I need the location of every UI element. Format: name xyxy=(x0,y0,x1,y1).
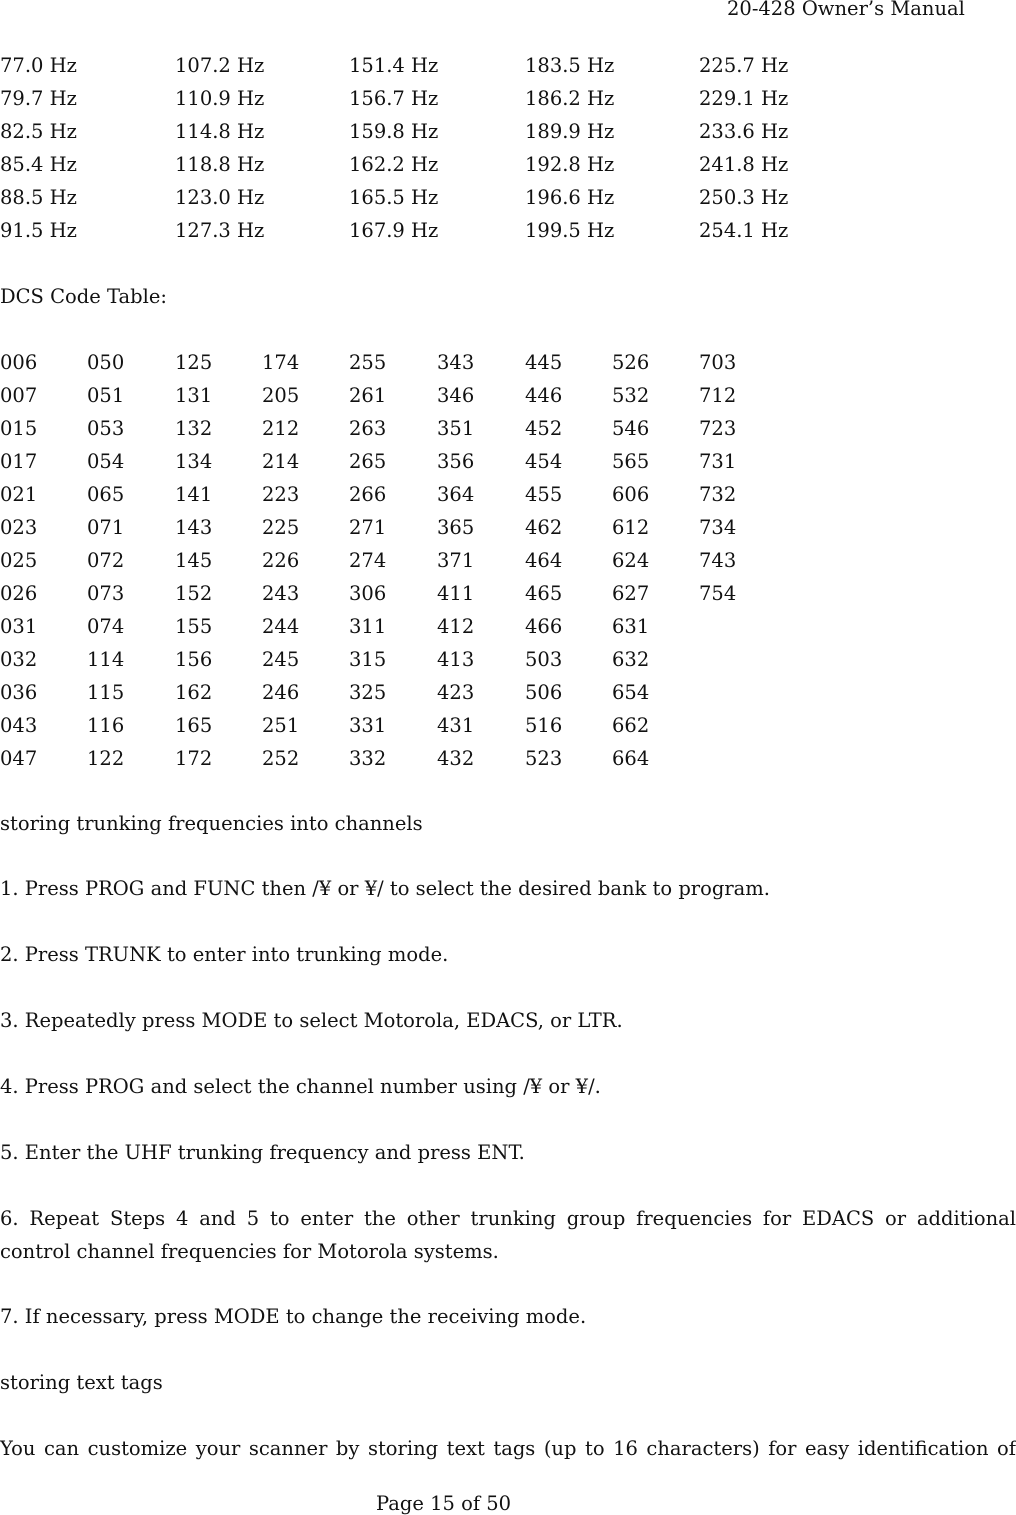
dcs-code-cell: 627 xyxy=(612,582,650,605)
dcs-code-cell: 007 xyxy=(0,384,38,407)
ctcss-tone-cell: 156.7 Hz xyxy=(349,87,439,110)
page-header: 20-428 Owner’s Manual xyxy=(727,0,965,20)
page-footer: Page 15 of 50 xyxy=(376,1492,512,1515)
ctcss-tone-cell: 165.5 Hz xyxy=(349,186,439,209)
dcs-code-cell: 143 xyxy=(175,516,213,539)
text-tags-intro: You can customize your scanner by storing text tags (up to 16 characters) for easy identification of xyxy=(0,1437,1016,1460)
dcs-code-cell: 065 xyxy=(87,483,125,506)
dcs-code-cell: 526 xyxy=(612,351,650,374)
dcs-code-cell: 546 xyxy=(612,417,650,440)
ctcss-tone-cell: 123.0 Hz xyxy=(175,186,265,209)
dcs-code-cell: 023 xyxy=(0,516,38,539)
dcs-code-cell: 506 xyxy=(525,681,563,704)
dcs-code-cell: 306 xyxy=(349,582,387,605)
dcs-code-cell: 122 xyxy=(87,747,125,770)
dcs-code-cell: 346 xyxy=(437,384,475,407)
dcs-code-cell: 632 xyxy=(612,648,650,671)
dcs-code-cell: 466 xyxy=(525,615,563,638)
dcs-code-cell: 214 xyxy=(262,450,300,473)
ctcss-tone-cell: 107.2 Hz xyxy=(175,54,265,77)
ctcss-tone-cell: 79.7 Hz xyxy=(0,87,77,110)
dcs-code-cell: 734 xyxy=(699,516,737,539)
dcs-code-cell: 252 xyxy=(262,747,300,770)
dcs-code-cell: 255 xyxy=(349,351,387,374)
dcs-code-cell: 036 xyxy=(0,681,38,704)
dcs-code-cell: 263 xyxy=(349,417,387,440)
ctcss-tone-cell: 233.6 Hz xyxy=(699,120,789,143)
ctcss-tone-cell: 199.5 Hz xyxy=(525,219,615,242)
dcs-code-cell: 017 xyxy=(0,450,38,473)
dcs-code-cell: 251 xyxy=(262,714,300,737)
ctcss-tone-cell: 192.8 Hz xyxy=(525,153,615,176)
dcs-code-cell: 172 xyxy=(175,747,213,770)
dcs-code-cell: 243 xyxy=(262,582,300,605)
step-1: 1. Press PROG and FUNC then /¥ or ¥/ to select the desired bank to program. xyxy=(0,877,770,900)
dcs-code-cell: 754 xyxy=(699,582,737,605)
dcs-code-cell: 115 xyxy=(87,681,125,704)
dcs-table-title: DCS Code Table: xyxy=(0,285,167,308)
step-5: 5. Enter the UHF trunking frequency and press ENT. xyxy=(0,1141,525,1164)
dcs-code-cell: 631 xyxy=(612,615,650,638)
dcs-code-cell: 351 xyxy=(437,417,475,440)
dcs-code-cell: 162 xyxy=(175,681,213,704)
dcs-code-cell: 423 xyxy=(437,681,475,704)
dcs-code-cell: 731 xyxy=(699,450,737,473)
dcs-code-cell: 465 xyxy=(525,582,563,605)
dcs-code-cell: 266 xyxy=(349,483,387,506)
dcs-code-cell: 223 xyxy=(262,483,300,506)
dcs-code-cell: 047 xyxy=(0,747,38,770)
dcs-code-cell: 454 xyxy=(525,450,563,473)
section-heading-text-tags: storing text tags xyxy=(0,1371,163,1394)
dcs-code-cell: 246 xyxy=(262,681,300,704)
dcs-code-cell: 114 xyxy=(87,648,125,671)
ctcss-tone-cell: 186.2 Hz xyxy=(525,87,615,110)
dcs-code-cell: 261 xyxy=(349,384,387,407)
dcs-code-cell: 145 xyxy=(175,549,213,572)
dcs-code-cell: 431 xyxy=(437,714,475,737)
dcs-code-cell: 032 xyxy=(0,648,38,671)
dcs-code-cell: 455 xyxy=(525,483,563,506)
dcs-code-cell: 413 xyxy=(437,648,475,671)
ctcss-tone-cell: 189.9 Hz xyxy=(525,120,615,143)
dcs-code-cell: 051 xyxy=(87,384,125,407)
ctcss-tone-cell: 167.9 Hz xyxy=(349,219,439,242)
dcs-code-cell: 225 xyxy=(262,516,300,539)
dcs-code-cell: 464 xyxy=(525,549,563,572)
dcs-code-cell: 132 xyxy=(175,417,213,440)
ctcss-tone-cell: 85.4 Hz xyxy=(0,153,77,176)
dcs-code-cell: 664 xyxy=(612,747,650,770)
dcs-code-cell: 532 xyxy=(612,384,650,407)
dcs-code-cell: 624 xyxy=(612,549,650,572)
step-3: 3. Repeatedly press MODE to select Motorola, EDACS, or LTR. xyxy=(0,1009,623,1032)
dcs-code-cell: 050 xyxy=(87,351,125,374)
ctcss-tone-cell: 114.8 Hz xyxy=(175,120,265,143)
ctcss-tone-cell: 77.0 Hz xyxy=(0,54,77,77)
dcs-code-cell: 155 xyxy=(175,615,213,638)
dcs-code-cell: 703 xyxy=(699,351,737,374)
dcs-code-cell: 165 xyxy=(175,714,213,737)
dcs-code-cell: 071 xyxy=(87,516,125,539)
dcs-code-cell: 156 xyxy=(175,648,213,671)
step-7: 7. If necessary, press MODE to change the receiving mode. xyxy=(0,1305,587,1328)
dcs-code-cell: 074 xyxy=(87,615,125,638)
section-heading-trunking: storing trunking frequencies into channels xyxy=(0,812,423,835)
dcs-code-cell: 325 xyxy=(349,681,387,704)
dcs-code-cell: 452 xyxy=(525,417,563,440)
ctcss-tone-cell: 88.5 Hz xyxy=(0,186,77,209)
ctcss-tone-cell: 183.5 Hz xyxy=(525,54,615,77)
dcs-code-cell: 152 xyxy=(175,582,213,605)
ctcss-tone-cell: 241.8 Hz xyxy=(699,153,789,176)
dcs-code-cell: 244 xyxy=(262,615,300,638)
ctcss-tone-cell: 254.1 Hz xyxy=(699,219,789,242)
dcs-code-cell: 271 xyxy=(349,516,387,539)
dcs-code-cell: 125 xyxy=(175,351,213,374)
dcs-code-cell: 462 xyxy=(525,516,563,539)
dcs-code-cell: 723 xyxy=(699,417,737,440)
dcs-code-cell: 445 xyxy=(525,351,563,374)
dcs-code-cell: 031 xyxy=(0,615,38,638)
dcs-code-cell: 411 xyxy=(437,582,475,605)
ctcss-tone-cell: 225.7 Hz xyxy=(699,54,789,77)
dcs-code-cell: 245 xyxy=(262,648,300,671)
dcs-code-cell: 446 xyxy=(525,384,563,407)
dcs-code-cell: 141 xyxy=(175,483,213,506)
ctcss-tone-cell: 110.9 Hz xyxy=(175,87,265,110)
step-2: 2. Press TRUNK to enter into trunking mode. xyxy=(0,943,449,966)
dcs-code-cell: 371 xyxy=(437,549,475,572)
dcs-code-cell: 131 xyxy=(175,384,213,407)
dcs-code-cell: 053 xyxy=(87,417,125,440)
ctcss-tone-cell: 159.8 Hz xyxy=(349,120,439,143)
dcs-code-cell: 006 xyxy=(0,351,38,374)
dcs-code-cell: 503 xyxy=(525,648,563,671)
dcs-code-cell: 205 xyxy=(262,384,300,407)
dcs-code-cell: 662 xyxy=(612,714,650,737)
dcs-code-cell: 412 xyxy=(437,615,475,638)
dcs-code-cell: 311 xyxy=(349,615,387,638)
dcs-code-cell: 116 xyxy=(87,714,125,737)
dcs-code-cell: 364 xyxy=(437,483,475,506)
dcs-code-cell: 565 xyxy=(612,450,650,473)
dcs-code-cell: 212 xyxy=(262,417,300,440)
dcs-code-cell: 743 xyxy=(699,549,737,572)
dcs-code-cell: 043 xyxy=(0,714,38,737)
dcs-code-cell: 025 xyxy=(0,549,38,572)
step-6: 6. Repeat Steps 4 and 5 to enter the other trunking group frequencies for EDACS or additional control channel frequencies for Motorola systems. xyxy=(0,1207,1016,1263)
dcs-code-cell: 654 xyxy=(612,681,650,704)
ctcss-tone-cell: 151.4 Hz xyxy=(349,54,439,77)
dcs-code-cell: 365 xyxy=(437,516,475,539)
dcs-code-cell: 331 xyxy=(349,714,387,737)
ctcss-tone-cell: 196.6 Hz xyxy=(525,186,615,209)
dcs-code-cell: 015 xyxy=(0,417,38,440)
dcs-code-cell: 732 xyxy=(699,483,737,506)
dcs-code-cell: 274 xyxy=(349,549,387,572)
dcs-code-cell: 054 xyxy=(87,450,125,473)
ctcss-tone-cell: 162.2 Hz xyxy=(349,153,439,176)
dcs-code-cell: 072 xyxy=(87,549,125,572)
dcs-code-cell: 343 xyxy=(437,351,475,374)
dcs-code-cell: 612 xyxy=(612,516,650,539)
dcs-code-cell: 073 xyxy=(87,582,125,605)
dcs-code-cell: 021 xyxy=(0,483,38,506)
ctcss-tone-cell: 82.5 Hz xyxy=(0,120,77,143)
dcs-code-cell: 356 xyxy=(437,450,475,473)
dcs-code-cell: 516 xyxy=(525,714,563,737)
dcs-code-cell: 332 xyxy=(349,747,387,770)
dcs-code-cell: 432 xyxy=(437,747,475,770)
dcs-code-cell: 712 xyxy=(699,384,737,407)
step-4: 4. Press PROG and select the channel number using /¥ or ¥/. xyxy=(0,1075,601,1098)
dcs-code-cell: 606 xyxy=(612,483,650,506)
dcs-code-cell: 026 xyxy=(0,582,38,605)
ctcss-tone-cell: 250.3 Hz xyxy=(699,186,789,209)
dcs-code-cell: 315 xyxy=(349,648,387,671)
ctcss-tone-cell: 127.3 Hz xyxy=(175,219,265,242)
ctcss-tone-cell: 229.1 Hz xyxy=(699,87,789,110)
dcs-code-cell: 134 xyxy=(175,450,213,473)
dcs-code-cell: 523 xyxy=(525,747,563,770)
ctcss-tone-cell: 91.5 Hz xyxy=(0,219,77,242)
dcs-code-cell: 174 xyxy=(262,351,300,374)
ctcss-tone-cell: 118.8 Hz xyxy=(175,153,265,176)
dcs-code-cell: 226 xyxy=(262,549,300,572)
dcs-code-cell: 265 xyxy=(349,450,387,473)
